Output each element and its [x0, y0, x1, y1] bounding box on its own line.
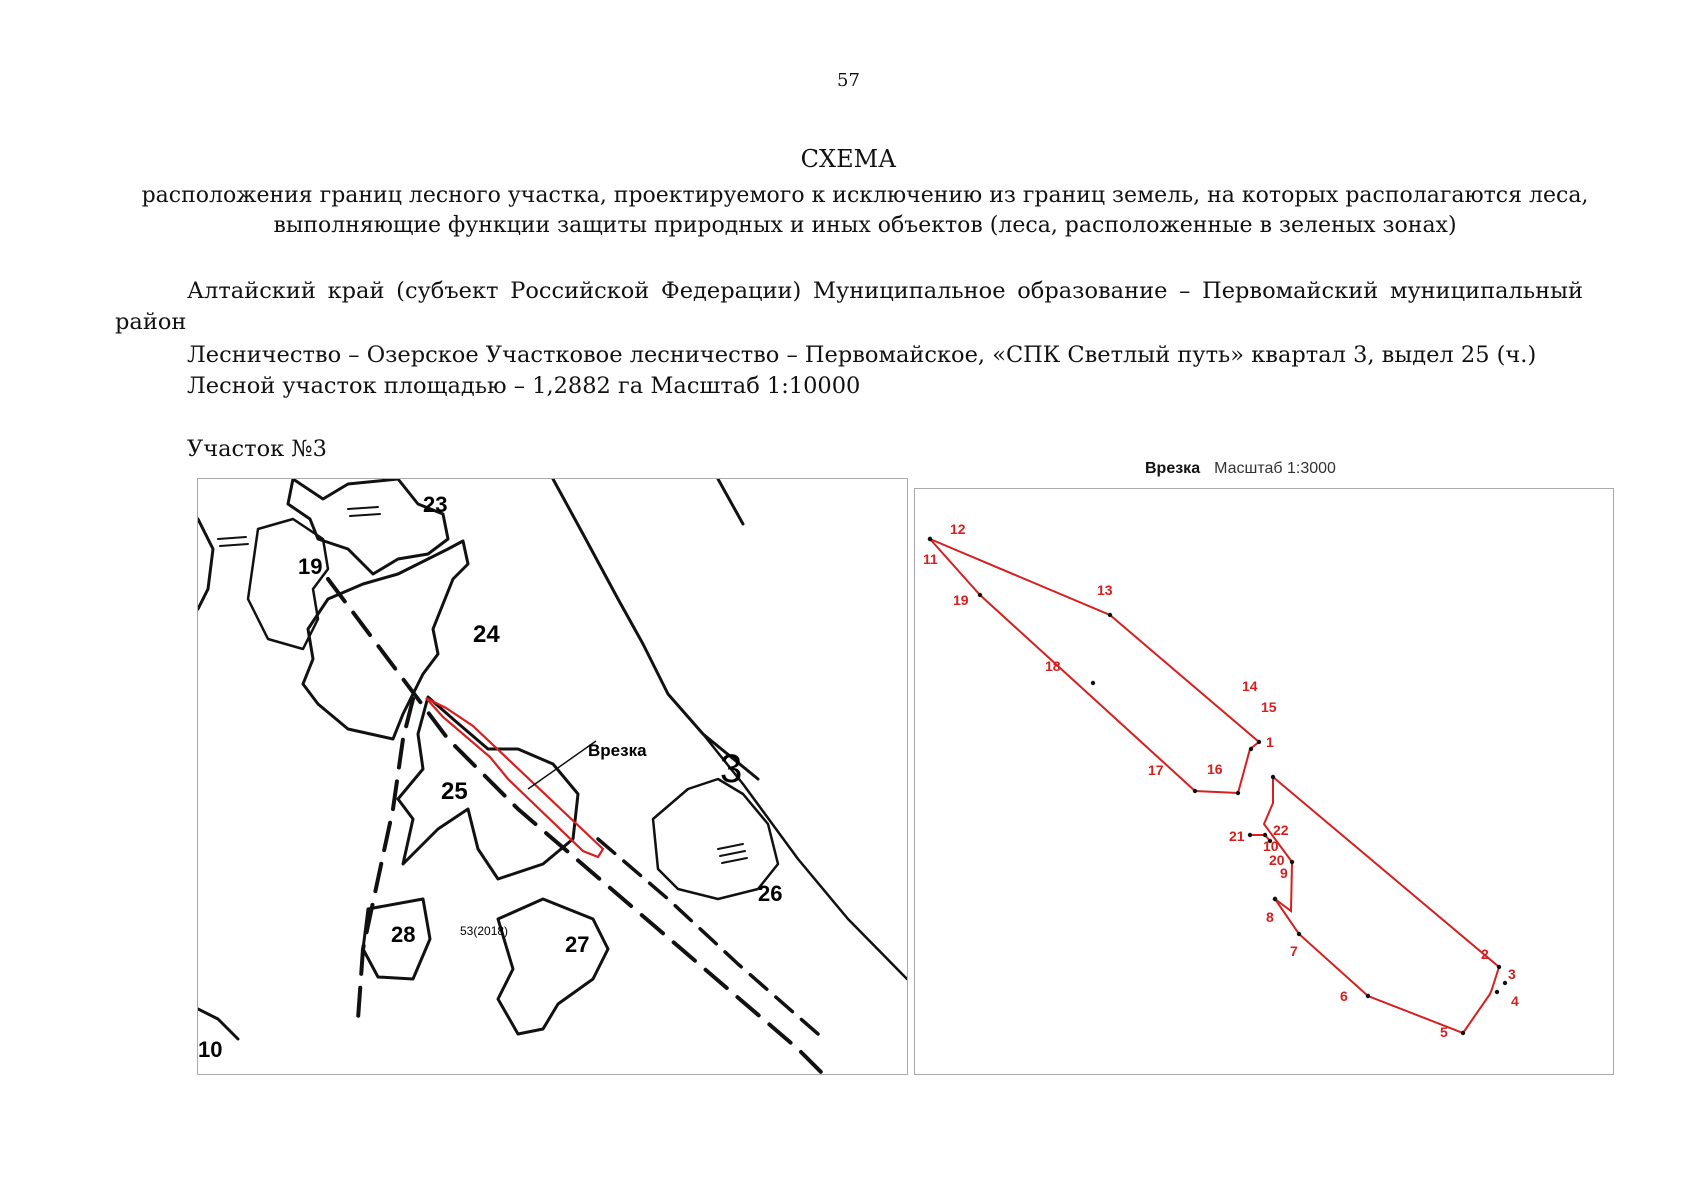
inset-point-16 [1236, 791, 1240, 795]
inset-point-label-15: 15 [1261, 699, 1277, 715]
inset-boundary-main [930, 539, 1259, 793]
inset-point-labels [923, 521, 1519, 1040]
inset-point-label-13: 13 [1097, 582, 1113, 598]
inset-point-label-11: 11 [923, 551, 938, 567]
inset-point-label-8: 8 [1266, 909, 1274, 925]
inset-point-label-7: 7 [1290, 943, 1298, 959]
overview-map [197, 478, 908, 1075]
inset-point-label-21: 21 [1229, 828, 1245, 844]
parcel-label-10: 10 [198, 1037, 223, 1062]
parcel-label-23: 23 [423, 492, 448, 517]
inset-point-2 [1497, 965, 1501, 969]
inset-point-14 [1257, 740, 1261, 744]
inset-point-label-2: 2 [1481, 946, 1489, 962]
edge-left [198, 519, 213, 609]
inset-point-label-20: 20 [1269, 852, 1285, 868]
page-number: 57 [837, 70, 860, 91]
parcel-27-outline [498, 899, 608, 1034]
inset-points [928, 537, 1507, 1035]
inset-point-label-18: 18 [1045, 658, 1061, 674]
inset-point-label-22: 22 [1273, 822, 1289, 838]
plot-label: Участок №3 [187, 436, 327, 462]
document-subtitle: расположения границ лесного участка, проектируемого к исключению из границ земель, на которых располагаются леса, выполняющие функции защиты природных и иных объектов (леса, расположенные в зеленых зонах) [141, 183, 1589, 238]
inset-point-12 [928, 537, 932, 541]
parcel-25-outline [398, 697, 578, 879]
block-boundary-short [718, 479, 743, 524]
inset-point-4 [1495, 990, 1499, 994]
inset-point-13 [1108, 613, 1112, 617]
inset-point-15 [1249, 747, 1253, 751]
inset-point-3 [1503, 981, 1507, 985]
parcel-label-24: 24 [473, 621, 500, 648]
parcel-label-26: 26 [758, 881, 783, 906]
inset-boundary-lower [1264, 777, 1499, 1033]
overview-map-svg [198, 479, 907, 1074]
inset-point-7 [1297, 932, 1301, 936]
document-title: СХЕМА [800, 145, 897, 173]
inset-point-label-16: 16 [1207, 761, 1223, 777]
inset-point-21 [1248, 833, 1252, 837]
inset-point-9 [1290, 860, 1294, 864]
parcel-19-outline [248, 519, 328, 649]
inset-point-10 [1273, 897, 1277, 901]
inset-point-label-4: 4 [1511, 993, 1519, 1009]
inset-point-1 [1271, 775, 1275, 779]
inset-point-label-1: 1 [1266, 734, 1274, 750]
inset-scale: Масштаб 1:3000 [1214, 460, 1336, 477]
inset-map [914, 488, 1614, 1075]
inset-caption [1145, 460, 1336, 478]
inset-point-5 [1461, 1031, 1465, 1035]
parcel-label-53: 53(2018) [460, 924, 509, 938]
hatch-26 [718, 844, 747, 863]
inset-point-label-3: 3 [1508, 966, 1516, 982]
parcel-label-25: 25 [441, 778, 468, 805]
parcel-label-28: 28 [391, 922, 416, 947]
inset-point-19 [978, 593, 982, 597]
hatch-23 [348, 507, 380, 516]
inset-point-label-6: 6 [1340, 988, 1348, 1004]
inset-title: Врезка [1145, 460, 1201, 477]
inset-point-label-9: 9 [1280, 865, 1288, 881]
inset-point-label-10: 10 [1263, 838, 1279, 854]
edge-bottom-left [198, 1009, 238, 1039]
road-dashed-right [598, 839, 818, 1034]
inset-point-17 [1193, 789, 1197, 793]
inset-point-6 [1366, 994, 1370, 998]
parcel-label-19: 19 [298, 554, 323, 579]
inset-point-22 [1263, 833, 1267, 837]
block-boundary-ne [553, 479, 758, 779]
inset-point-label-14: 14 [1242, 678, 1258, 694]
inset-map-svg [915, 489, 1613, 1074]
hatch-19 [218, 537, 248, 546]
inset-point-label-5: 5 [1440, 1024, 1448, 1040]
region-line: Алтайский край (субъект Российской Федерации) Муниципальное образование – Первомайский муниципальный район [115, 278, 1583, 335]
inset-point-18 [1091, 681, 1095, 685]
inset-point-label-17: 17 [1148, 762, 1164, 778]
area-line: Лесной участок площадью – 1,2882 га Масштаб 1:10000 [187, 373, 861, 399]
forestry-line: Лесничество – Озерское Участковое лесничество – Первомайское, «СПК Светлый путь» квартал 3, выдел 25 (ч.) [187, 342, 1537, 368]
vrezka-pointer [528, 741, 596, 789]
inset-point-label-19: 19 [953, 592, 969, 608]
inset-point-label-12: 12 [950, 521, 966, 537]
overview-vrezka-label: Врезка [588, 741, 647, 760]
quarter-label-3: 3 [720, 747, 743, 791]
parcel-label-27: 27 [565, 932, 590, 957]
